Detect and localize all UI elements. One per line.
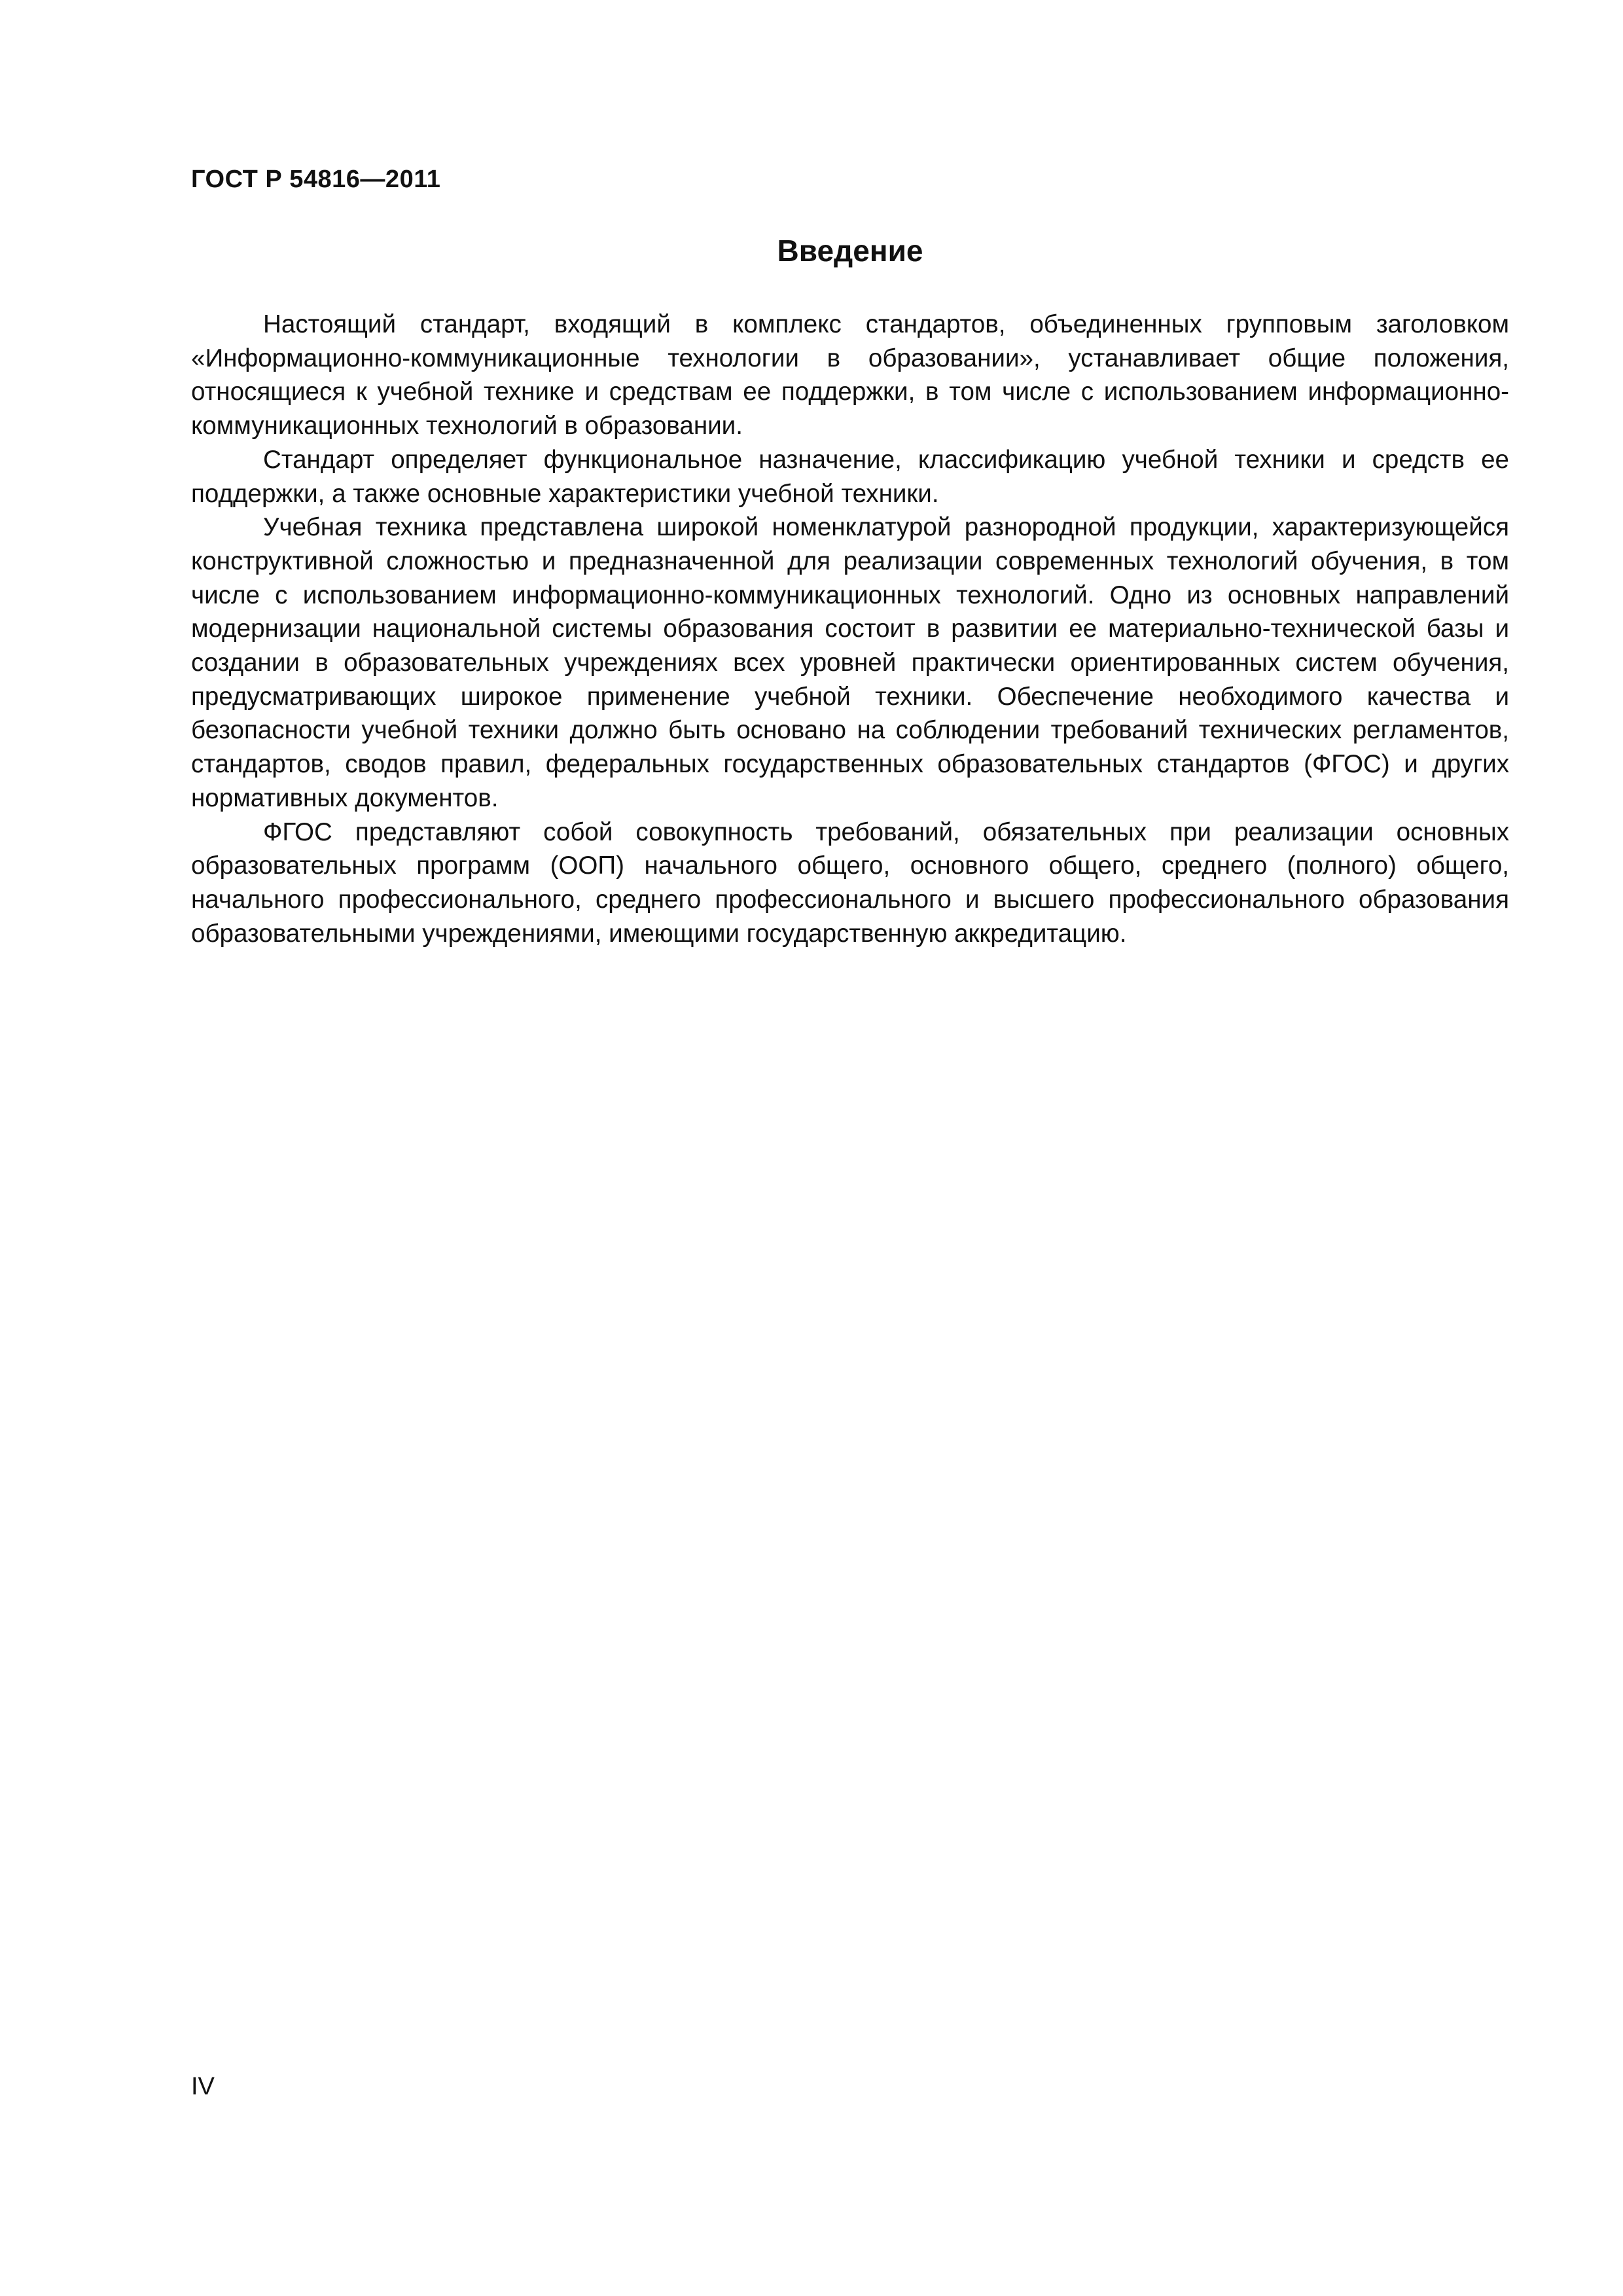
paragraph: ФГОС представляют собой совокупность требований, обязательных при реализации основных образовательных программ (ООП) начального общего, основного общего, среднего (полного) общего, начального профессионального, среднего профессионального и высшего профессионального образования образовательными учреждениями, имеющими государственную аккредитацию. [191,817,1509,948]
section-title: Введение [777,234,923,268]
paragraph: Учебная техника представлена широкой номенклатурой разнородной продукции, характеризующейся конструктивной сложностью и предназначенной для реализации современных технологий обучения, в том числе с использованием информационно-коммуникационных технологий. Одно из основных направлений модернизации национальной системы образования состоит в развитии ее материально-технической базы и создании в образовательных учреждениях всех уровней практически ориентированных систем обучения, предусматривающих широкое применение учебной техники. Обеспечение необходимого качества и безопасности учебной техники должно быть основано на соблюдении требований технических регламентов, стандартов, сводов правил, федеральных государственных образовательных стандартов (ФГОС) и других нормативных документов. [191,513,1509,812]
page-number: IV [191,2073,215,2100]
body-text [191,308,1509,950]
paragraph: Стандарт определяет функциональное назначение, классификацию учебной техники и средств ее поддержки, а также основные характеристики учебной техники. [191,445,1509,508]
paragraph: Настоящий стандарт, входящий в комплекс стандартов, объединенных групповым заголовком «Информационно-коммуникационные технологии в образовании», устанавливает общие положения, относящиеся к учебной технике и средствам ее поддержки, в том числе с использованием информационно-коммуникационных технологий в образовании. [191,310,1509,440]
document-code: ГОСТ Р 54816—2011 [191,166,441,193]
